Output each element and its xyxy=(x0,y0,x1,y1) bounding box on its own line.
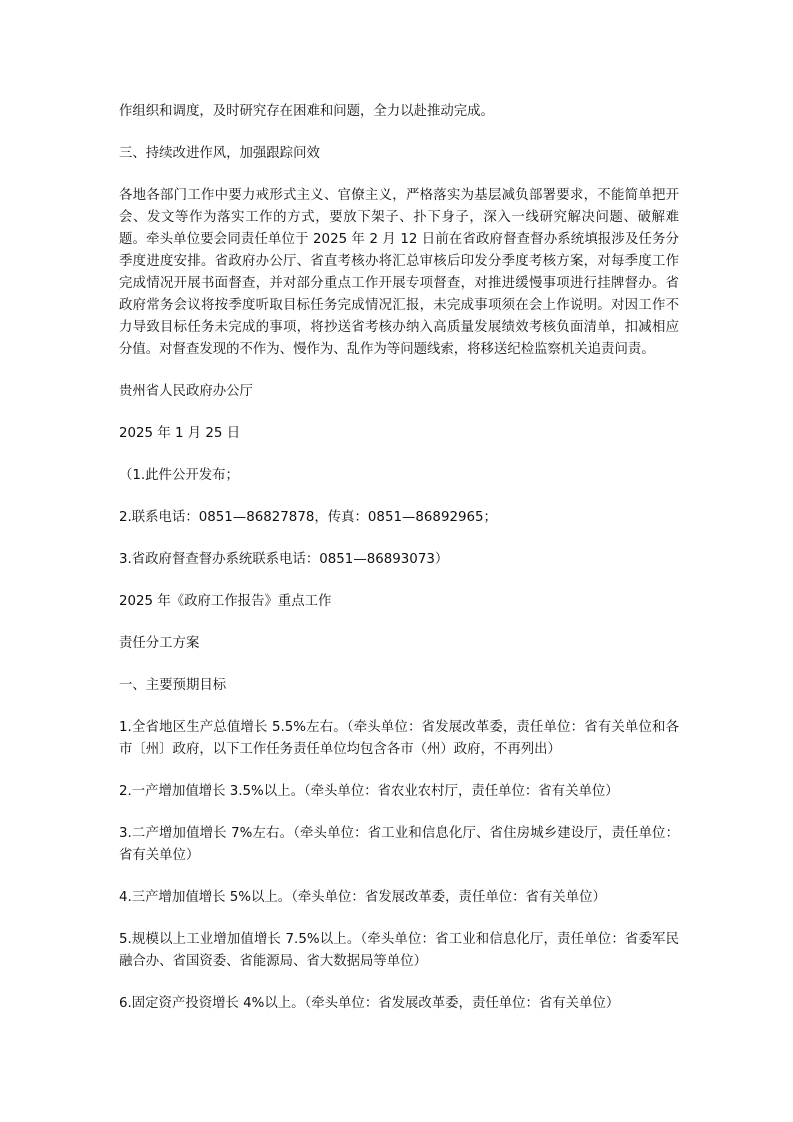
note-public-release: （1.此件公开发布； xyxy=(119,468,239,483)
attachment-subtitle: 责任分工方案 xyxy=(119,636,200,651)
note-system-phone: 3.省政府督查督办系统联系电话：0851—86893073） xyxy=(119,552,449,567)
attachment-title: 2025 年《政府工作报告》重点工作 xyxy=(119,594,332,609)
issuer-name: 贵州省人民政府办公厅 xyxy=(119,384,253,399)
issue-date: 2025 年 1 月 25 日 xyxy=(119,426,241,441)
section-heading-3: 三、持续改进作风，加强跟踪问效 xyxy=(119,146,320,161)
paragraph-continuation: 作组织和调度，及时研究存在困难和问题，全力以赴推动完成。 xyxy=(119,104,494,119)
note-contact-phone: 2.联系电话：0851—86827878，传真：0851—86892965； xyxy=(119,510,497,525)
list-item: 5.规模以上工业增加值增长 7.5%以上。（牵头单位：省工业和信息化厅，责任单位：省委军民融合办、省国资委、省能源局、省大数据局等单位） xyxy=(119,932,679,969)
list-item: 2.一产增加值增长 3.5%以上。（牵头单位：省农业农村厅，责任单位：省有关单位） xyxy=(119,784,619,799)
document-body xyxy=(119,101,679,1035)
section-heading-1: 一、主要预期目标 xyxy=(119,678,227,693)
list-item: 6.固定资产投资增长 4%以上。（牵头单位：省发展改革委，责任单位：省有关单位） xyxy=(119,996,620,1011)
list-item: 4.三产增加值增长 5%以上。（牵头单位：省发展改革委，责任单位：省有关单位） xyxy=(119,890,606,905)
paragraph-work-style: 各地各部门工作中要力戒形式主义、官僚主义，严格落实为基层减负部署要求，不能简单把开会、发文等作为落实工作的方式，要放下架子、扑下身子，深入一线研究解决问题、破解难题。牵头单位要会同责任单位于 2025 年 2 月 12 日前在省政府督查督办系统填报涉及任务分季度进度安排。省政府办公厅、省直考核办将汇总审核后印发分季度考核方案，对每季度工作完成情况开展书面督查，并对部分重点工作开展专项督查，对推进缓慢事项进行挂牌督办。省政府常务会议将按季度听取目标任务完成情况汇报，未完成事项须在会上作说明。对因工作不力导致目标任务未完成的事项，将抄送省考核办纳入高质量发展绩效考核负面清单，扣减相应分值。对督查发现的不作为、慢作为、乱作为等问题线索，将移送纪检监察机关追责问责。 xyxy=(119,188,679,357)
list-item: 3.二产增加值增长 7%左右。（牵头单位：省工业和信息化厅、省住房城乡建设厅，责任单位：省有关单位） xyxy=(119,826,679,863)
list-item: 1.全省地区生产总值增长 5.5%左右。（牵头单位：省发展改革委，责任单位：省有关单位和各市〔州〕政府，以下工作任务责任单位均包含各市（州）政府，不再列出） xyxy=(119,720,679,757)
